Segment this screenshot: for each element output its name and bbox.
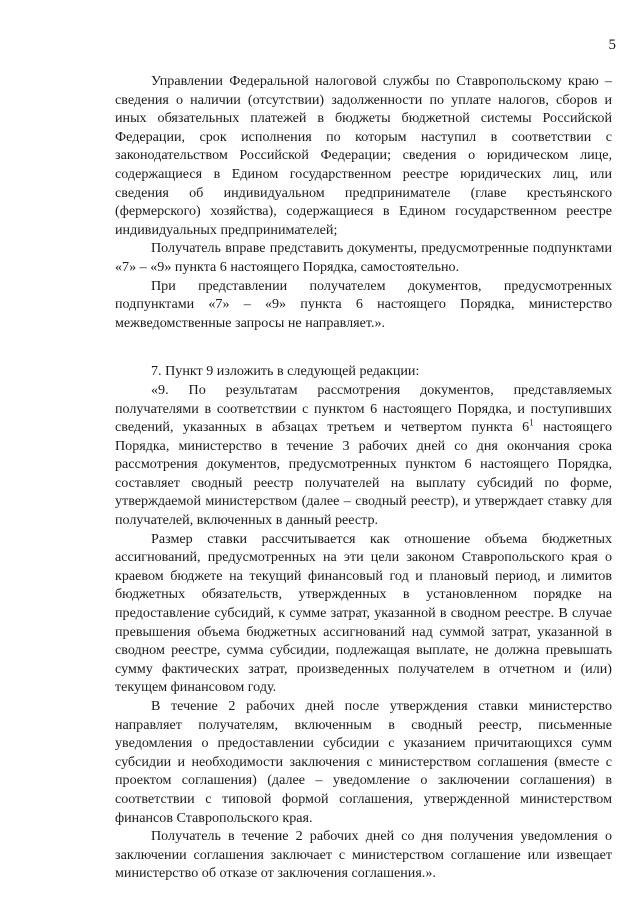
paragraph-rate-calculation: Размер ставки рассчитывается как отношение объема бюджетных ассигнований, предусмотренных на эти цели законом Ставропольского края о краевом бюджете на текущий финансовый год и плановый период, и лимитов бюджетных обязательств, утвержденных в установленном порядке на предоставление субсидий, к сумме затрат, указанной в сводном реестре. В случае превышения объема бюджетных ассигнований над суммой затрат, указанной в сводном реестре, сумма субсидии, подлежащая выплате, не должна превышать сумму фактических затрат, произведенных получателем в отчетном и (или) текущем финансовом году. [115,530,612,696]
paragraph-gap [115,332,612,362]
paragraph-item-9-text [115,381,612,530]
paragraph-agreement-conclusion: Получатель в течение 2 рабочих дней со дня получения уведомления о заключении соглашения заключает с министерством соглашение или извещает министерство об отказе от заключения соглашения.». [115,828,612,882]
paragraph-item-9-part-b: настоящего Порядка, министерство в течение 3 рабочих дней со дня окончания срока рассмотрения документов, предусмотренных пунктом 6 настоящего Порядка, составляет сводный реестр получателей на выплату субсидий по форме, утверждаемой министерством (далее – сводный реестр), и утверждает ставку для получателей, включенных в данный реестр. [115,419,612,529]
paragraph-notification: В течение 2 рабочих дней после утверждения ставки министерство направляет получателям, включенным в сводный реестр, письменные уведомления о предоставлении субсидии с указанием причитающихся сумм субсидии и необходимости заключения с министерством соглашения (вместе с проектом соглашения) (далее – уведомление о заключении соглашения) в соответствии с типовой формой соглашения, утвержденной министерством финансов Ставропольского края. [115,698,612,826]
paragraph-item-7-heading: 7. Пункт 9 изложить в следующей редакции: [151,363,420,380]
paragraph-tax-service-info: Управлении Федеральной налоговой службы по Ставропольскому краю – сведения о наличии (отсутствии) задолженности по уплате налогов, сборов и иных обязательных платежей в бюджеты бюджетной системы Российской Федерации, срок исполнения по которым наступил в соответствии с законодательством Российской Федерации; сведения о юридическом лице, содержащиеся в Едином государственном реестре юридических лиц, или сведения об индивидуальном предпринимателе (главе крестьянского (фермерского) хозяйства), содержащиеся в Едином государственном реестре индивидуальных предпринимателей; [115,73,612,238]
page-number: 5 [608,37,616,53]
superscript-one: 1 [529,417,534,428]
paragraph-no-interagency-requests: При представлении получателем документов, предусмотренных подпунктами «7» – «9» пункта 6 настоящего Порядка, министерство межведомственные запросы не направляет.». [115,277,612,331]
document-body [115,72,612,883]
paragraph-recipient-right: Получатель вправе представить документы, предусмотренные подпунктами «7» – «9» пункта 6 настоящего Порядка, самостоятельно. [115,240,612,275]
paragraph-item-9-part-a: «9. По результатам рассмотрения документов, представляемых получателями в соответствии с пунктом 6 настоящего Порядка, и поступивших сведений, указанных в абзацах третьем и четвертом пункта 6 [115,381,612,436]
